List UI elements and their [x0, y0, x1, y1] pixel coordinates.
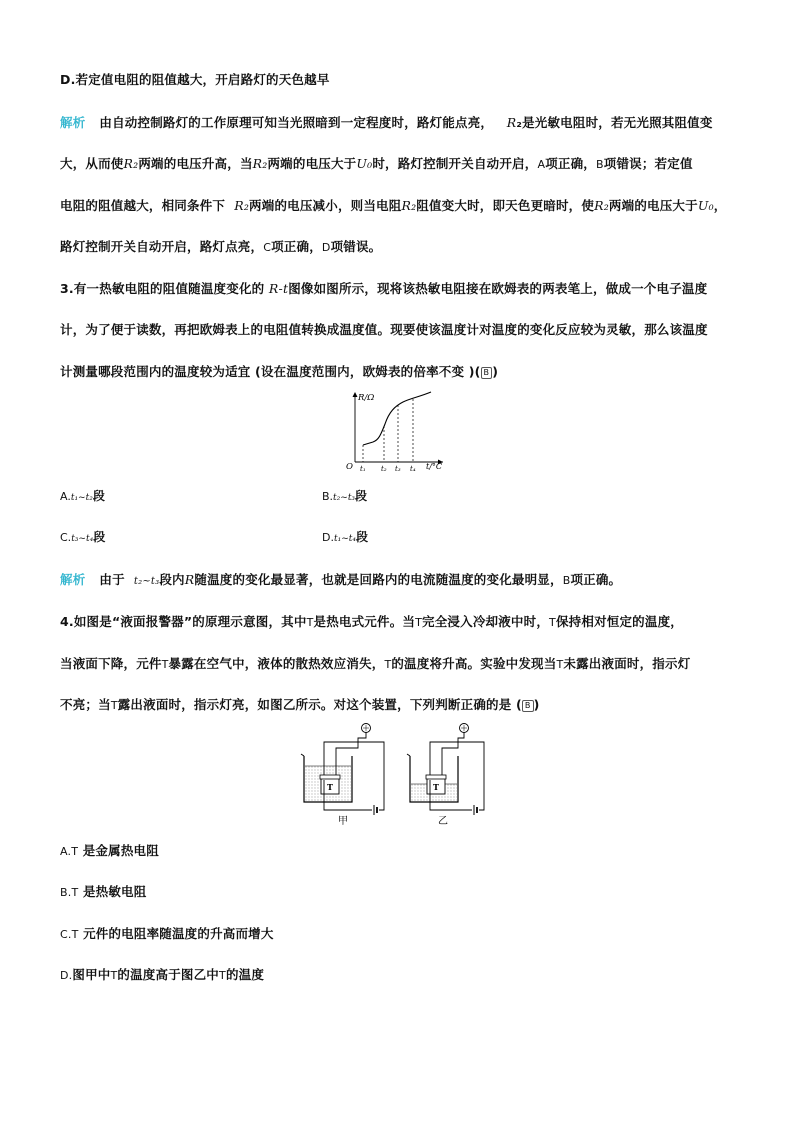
analysis-line-2: 大，从而使R₂两端的电压升高，当R₂两端的电压大于U₀时，路灯控制开关自动开启，A项正确，B项错误；若定值	[60, 156, 693, 171]
question-4-line-2: 当液面下降，元件T暴露在空气中，液体的散热效应消失，T的温度将升高。实验中发现当T未露出液面时，指示灯	[60, 656, 691, 671]
diagram-right	[407, 724, 484, 828]
graph-tick-t1: t₁	[360, 465, 366, 472]
question-3-line-3: 计测量哪段范围内的温度较为适宜 (设在温度范围内，欧姆表的倍率不变 )( B )	[60, 364, 499, 379]
label-yi: 乙	[438, 816, 448, 827]
diagram-left	[301, 724, 384, 828]
label-jia: 甲	[338, 816, 348, 827]
q4-option-c[interactable]: C.T 元件的电阻率随温度的升高而增大	[60, 926, 274, 941]
question-3-line-1: 3.有一热敏电阻的阻值随温度变化的 R-t图像如图所示，现将该热敏电阻接在欧姆表的两表笔上，做成一个电子温度	[60, 281, 708, 296]
graph-xlabel: t/°C	[426, 462, 443, 471]
question-4-line-1: 4.如图是“液面报警器”的原理示意图，其中T是热电式元件。当T完全浸入冷却液中时，T保持相对恒定的温度，	[60, 614, 683, 629]
question-4-line-3: 不亮；当T露出液面时，指示灯亮，如图乙所示。对这个装置，下列判断正确的是 ( B )	[60, 697, 540, 712]
liquid-alarm-diagram	[296, 718, 501, 828]
graph-origin: O	[346, 462, 353, 472]
element-t-right: T	[433, 782, 439, 792]
question-3-line-2: 计，为了便于读数，再把欧姆表上的电阻值转换成温度值。现要使该温度计对温度的变化反应较为灵敏，那么该温度	[60, 322, 708, 337]
question-3-analysis: 解析 由于 t₂~t₃段内R随温度的变化最显著，也就是回路内的电流随温度的变化最明显，B项正确。	[60, 572, 622, 587]
graph-tick-t4: t₄	[410, 465, 416, 472]
q3-option-a[interactable]: A.t₁~t₂段	[60, 489, 105, 503]
analysis-tag: 解析	[60, 572, 86, 587]
q4-option-a[interactable]: A.T 是金属热电阻	[60, 843, 159, 858]
graph-tick-t3: t₃	[395, 465, 401, 472]
graph-tick-t2: t₂	[381, 465, 387, 472]
option-d-line: D.若定值电阻的阻值越大，开启路灯的天色越早	[60, 72, 330, 87]
graph-ylabel: R/Ω	[358, 393, 375, 403]
element-t-left: T	[327, 782, 333, 792]
q3-option-c[interactable]: C.t₃~t₄段	[60, 530, 106, 544]
analysis-tag: 解析	[60, 115, 86, 130]
q4-option-b[interactable]: B.T 是热敏电阻	[60, 884, 147, 899]
answer-box: B	[481, 367, 493, 379]
q3-option-b[interactable]: B.t₂~t₃段	[322, 489, 368, 503]
analysis-line-3: 电阻的阻值越大，相同条件下 R₂两端的电压减小，则当电阻R₂阻值变大时，即天色更暗时，使R₂两端的电压大于U₀，	[60, 198, 727, 213]
analysis-line-1: 解析 由自动控制路灯的工作原理可知当光照暗到一定程度时，路灯能点亮， R₂是光敏电阻时，若无光照其阻值变	[60, 115, 713, 130]
q3-option-d[interactable]: D.t₁~t₄段	[322, 530, 368, 544]
answer-box: B	[522, 700, 534, 712]
q4-option-d[interactable]: D.图甲中T的温度高于图乙中T的温度	[60, 967, 265, 982]
r-t-graph	[345, 388, 450, 472]
analysis-line-4: 路灯控制开关自动开启，路灯点亮，C项正确，D项错误。	[60, 239, 382, 254]
